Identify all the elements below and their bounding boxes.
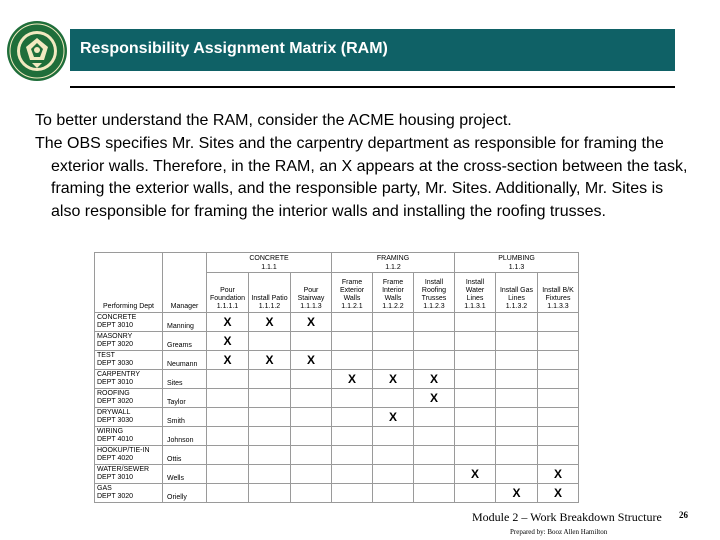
assignment-cell bbox=[414, 446, 455, 465]
row-manager: Johnson bbox=[163, 427, 207, 446]
assignment-cell bbox=[373, 465, 414, 484]
assignment-cell: X bbox=[207, 313, 249, 332]
row-department bbox=[95, 446, 163, 465]
assignment-cell: X bbox=[455, 465, 496, 484]
assignment-cell bbox=[207, 484, 249, 503]
assignment-cell bbox=[249, 446, 291, 465]
task-header: Install Patio 1.1.1.2 bbox=[249, 273, 291, 313]
assignment-cell bbox=[414, 484, 455, 503]
assignment-cell bbox=[332, 389, 373, 408]
assignment-cell bbox=[207, 408, 249, 427]
page-title: Responsibility Assignment Matrix (RAM) bbox=[70, 29, 675, 71]
department-code: DEPT 4020 bbox=[97, 455, 134, 462]
assignment-cell bbox=[455, 408, 496, 427]
department-name: HOOKUP/TIE-IN bbox=[97, 447, 150, 454]
assignment-cell bbox=[414, 351, 455, 370]
assignment-cell bbox=[332, 408, 373, 427]
table-row bbox=[95, 313, 579, 332]
assignment-cell: X bbox=[538, 484, 579, 503]
assignment-cell: X bbox=[207, 351, 249, 370]
task-header: Install Gas Lines 1.1.3.2 bbox=[496, 273, 538, 313]
corner-dept-label: Performing Dept bbox=[95, 253, 163, 313]
phase-name: PLUMBING bbox=[498, 255, 535, 262]
assignment-cell bbox=[496, 332, 538, 351]
assignment-cell bbox=[249, 408, 291, 427]
department-name: CARPENTRY bbox=[97, 371, 141, 378]
assignment-cell bbox=[496, 313, 538, 332]
assignment-cell bbox=[455, 332, 496, 351]
phase-header-concrete bbox=[207, 253, 332, 273]
row-manager: Wells bbox=[163, 465, 207, 484]
doe-seal-icon bbox=[6, 20, 68, 82]
assignment-cell: X bbox=[291, 351, 332, 370]
department-code: DEPT 3010 bbox=[97, 474, 134, 481]
task-header: Pour Stairway 1.1.1.3 bbox=[291, 273, 332, 313]
assignment-cell bbox=[538, 313, 579, 332]
assignment-cell: X bbox=[538, 465, 579, 484]
phase-name: CONCRETE bbox=[249, 255, 289, 262]
assignment-cell bbox=[538, 446, 579, 465]
phase-wbs: 1.1.1 bbox=[261, 264, 277, 271]
assignment-cell bbox=[207, 389, 249, 408]
assignment-cell bbox=[496, 370, 538, 389]
assignment-cell bbox=[291, 465, 332, 484]
assignment-cell bbox=[455, 313, 496, 332]
row-department bbox=[95, 332, 163, 351]
assignment-cell bbox=[414, 427, 455, 446]
department-code: DEPT 3020 bbox=[97, 341, 134, 348]
assignment-cell bbox=[414, 465, 455, 484]
row-department bbox=[95, 465, 163, 484]
assignment-cell bbox=[455, 446, 496, 465]
task-header: Frame Exterior Walls 1.1.2.1 bbox=[332, 273, 373, 313]
assignment-cell bbox=[332, 351, 373, 370]
row-manager: Sites bbox=[163, 370, 207, 389]
table-row bbox=[95, 370, 579, 389]
table-row bbox=[95, 351, 579, 370]
assignment-cell bbox=[291, 370, 332, 389]
title-divider bbox=[70, 86, 675, 88]
assignment-cell: X bbox=[249, 351, 291, 370]
assignment-cell bbox=[373, 332, 414, 351]
assignment-cell bbox=[291, 408, 332, 427]
department-name: ROOFING bbox=[97, 390, 130, 397]
row-manager: Manning bbox=[163, 313, 207, 332]
assignment-cell bbox=[373, 313, 414, 332]
assignment-cell bbox=[249, 370, 291, 389]
assignment-cell: X bbox=[249, 313, 291, 332]
assignment-cell bbox=[373, 351, 414, 370]
table-row bbox=[95, 427, 579, 446]
row-manager: Taylor bbox=[163, 389, 207, 408]
phase-name: FRAMING bbox=[376, 255, 410, 262]
assignment-cell bbox=[496, 389, 538, 408]
table-row bbox=[95, 484, 579, 503]
assignment-cell: X bbox=[414, 370, 455, 389]
assignment-cell bbox=[496, 427, 538, 446]
department-code: DEPT 3010 bbox=[97, 379, 134, 386]
assignment-cell bbox=[249, 332, 291, 351]
assignment-cell bbox=[373, 484, 414, 503]
department-name: DRYWALL bbox=[97, 409, 131, 416]
phase-wbs: 1.1.2 bbox=[385, 264, 401, 271]
assignment-cell: X bbox=[414, 389, 455, 408]
assignment-cell bbox=[414, 313, 455, 332]
department-name: TEST bbox=[97, 352, 115, 359]
department-name: WIRING bbox=[97, 428, 124, 435]
assignment-cell bbox=[207, 427, 249, 446]
assignment-cell bbox=[291, 332, 332, 351]
department-name: CONCRETE bbox=[97, 314, 137, 321]
ram-matrix bbox=[94, 252, 579, 503]
corner-manager-label: Manager bbox=[163, 253, 207, 313]
assignment-cell bbox=[332, 446, 373, 465]
assignment-cell bbox=[332, 313, 373, 332]
department-code: DEPT 3010 bbox=[97, 322, 134, 329]
paragraph-explanation: The OBS specifies Mr. Sites and the carpentry department as responsible for framing the exterior walls. Therefore, in the RAM, an X appears at the cross-section between the task, framing the exterior walls, and the responsible party, Mr. Sites. Additionally, Mr. Sites is also responsible for framing the interior walls and installing the roofing trusses. bbox=[35, 134, 688, 221]
assignment-cell bbox=[332, 465, 373, 484]
footer-module: Module 2 – Work Breakdown Structure bbox=[472, 510, 662, 524]
department-name: WATER/SEWER bbox=[97, 466, 150, 473]
phase-header-framing bbox=[332, 253, 455, 273]
assignment-cell bbox=[207, 446, 249, 465]
assignment-cell bbox=[291, 484, 332, 503]
task-header: Pour Foundation 1.1.1.1 bbox=[207, 273, 249, 313]
table-row bbox=[95, 465, 579, 484]
row-manager: Smith bbox=[163, 408, 207, 427]
department-code: DEPT 3020 bbox=[97, 398, 134, 405]
assignment-cell bbox=[291, 446, 332, 465]
task-header: Install Roofing Trusses 1.1.2.3 bbox=[414, 273, 455, 313]
table-row bbox=[95, 389, 579, 408]
table-row bbox=[95, 332, 579, 351]
row-manager: Orielly bbox=[163, 484, 207, 503]
assignment-cell bbox=[332, 427, 373, 446]
task-header: Install Water Lines 1.1.3.1 bbox=[455, 273, 496, 313]
ram-body bbox=[95, 313, 579, 503]
assignment-cell: X bbox=[207, 332, 249, 351]
department-code: DEPT 4010 bbox=[97, 436, 134, 443]
department-code: DEPT 3030 bbox=[97, 417, 134, 424]
row-department bbox=[95, 351, 163, 370]
assignment-cell bbox=[538, 332, 579, 351]
assignment-cell bbox=[249, 389, 291, 408]
assignment-cell bbox=[538, 389, 579, 408]
assignment-cell bbox=[455, 370, 496, 389]
assignment-cell bbox=[207, 465, 249, 484]
assignment-cell: X bbox=[373, 408, 414, 427]
table-row bbox=[95, 446, 579, 465]
task-header: Frame Interior Walls 1.1.2.2 bbox=[373, 273, 414, 313]
paragraph-intro: To better understand the RAM, consider the ACME housing project. bbox=[35, 112, 512, 129]
phase-header-plumbing bbox=[455, 253, 579, 273]
assignment-cell: X bbox=[332, 370, 373, 389]
page-number: 26 bbox=[679, 510, 688, 520]
assignment-cell bbox=[414, 408, 455, 427]
row-manager: Greams bbox=[163, 332, 207, 351]
assignment-cell bbox=[496, 465, 538, 484]
row-department bbox=[95, 370, 163, 389]
row-department bbox=[95, 389, 163, 408]
assignment-cell bbox=[373, 446, 414, 465]
row-department bbox=[95, 427, 163, 446]
assignment-cell bbox=[455, 389, 496, 408]
department-code: DEPT 3020 bbox=[97, 493, 134, 500]
assignment-cell bbox=[332, 332, 373, 351]
department-code: DEPT 3030 bbox=[97, 360, 134, 367]
assignment-cell bbox=[496, 408, 538, 427]
body-text bbox=[35, 110, 690, 224]
assignment-cell: X bbox=[291, 313, 332, 332]
assignment-cell bbox=[538, 427, 579, 446]
assignment-cell bbox=[291, 427, 332, 446]
assignment-cell bbox=[538, 408, 579, 427]
department-name: MASONRY bbox=[97, 333, 133, 340]
assignment-cell bbox=[207, 370, 249, 389]
assignment-cell bbox=[249, 427, 291, 446]
assignment-cell bbox=[249, 484, 291, 503]
assignment-cell bbox=[414, 332, 455, 351]
task-header: Install B/K Fixtures 1.1.3.3 bbox=[538, 273, 579, 313]
row-department bbox=[95, 313, 163, 332]
table-row bbox=[95, 408, 579, 427]
assignment-cell bbox=[538, 351, 579, 370]
assignment-cell bbox=[455, 351, 496, 370]
assignment-cell bbox=[332, 484, 373, 503]
department-name: GAS bbox=[97, 485, 112, 492]
assignment-cell bbox=[249, 465, 291, 484]
ram-table bbox=[94, 252, 579, 503]
assignment-cell bbox=[455, 427, 496, 446]
assignment-cell bbox=[496, 351, 538, 370]
assignment-cell bbox=[373, 389, 414, 408]
assignment-cell: X bbox=[496, 484, 538, 503]
row-manager: Ottis bbox=[163, 446, 207, 465]
assignment-cell bbox=[538, 370, 579, 389]
row-manager: Neumann bbox=[163, 351, 207, 370]
assignment-cell bbox=[496, 446, 538, 465]
assignment-cell bbox=[373, 427, 414, 446]
assignment-cell bbox=[291, 389, 332, 408]
assignment-cell: X bbox=[373, 370, 414, 389]
phase-wbs: 1.1.3 bbox=[508, 264, 525, 271]
row-department bbox=[95, 408, 163, 427]
assignment-cell bbox=[455, 484, 496, 503]
footer-prepared-by: Prepared by: Booz Allen Hamilton bbox=[510, 528, 608, 536]
row-department bbox=[95, 484, 163, 503]
